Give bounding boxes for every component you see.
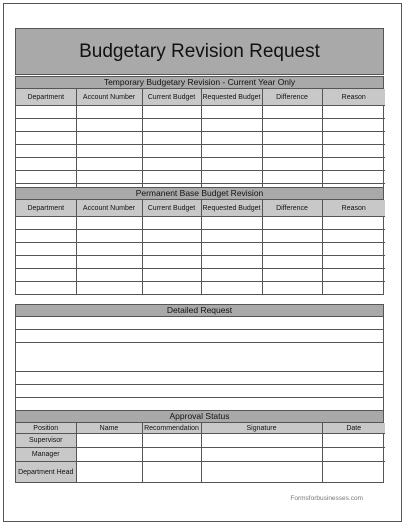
detailed-request-lines [16,317,383,410]
permanent-cell[interactable] [76,243,142,256]
temporary-cell[interactable] [322,171,385,184]
approval-table [16,423,385,482]
temporary-cell[interactable] [201,145,262,158]
approval-cell[interactable] [322,434,385,448]
temporary-cell[interactable] [142,106,201,119]
temporary-cell[interactable] [201,119,262,132]
temporary-row [16,132,385,145]
temporary-row [16,119,385,132]
temporary-col-header: Requested Budget [201,89,262,106]
temporary-cell[interactable] [76,158,142,171]
permanent-cell[interactable] [16,217,76,230]
permanent-cell[interactable] [76,256,142,269]
permanent-cell[interactable] [16,282,76,295]
temporary-cell[interactable] [322,145,385,158]
temporary-cell[interactable] [76,145,142,158]
temporary-cell[interactable] [142,132,201,145]
temporary-col-header: Department [16,89,76,106]
temporary-cell[interactable] [322,132,385,145]
permanent-col-header: Requested Budget [201,200,262,217]
temporary-cell[interactable] [76,171,142,184]
detailed-request-line[interactable] [16,329,383,342]
temporary-cell[interactable] [262,145,322,158]
temporary-cell[interactable] [142,119,201,132]
approval-cell[interactable] [142,462,201,483]
approval-position-label: Supervisor [16,434,76,448]
temporary-header-row [16,89,385,106]
permanent-cell[interactable] [322,217,385,230]
temporary-cell[interactable] [76,132,142,145]
permanent-revision-title: Permanent Base Budget Revision [16,188,383,200]
approval-status-section [15,410,384,483]
temporary-cell[interactable] [76,119,142,132]
permanent-row [16,256,385,269]
permanent-cell[interactable] [16,243,76,256]
approval-position-label: Department Head [16,462,76,483]
permanent-cell[interactable] [322,243,385,256]
permanent-cell[interactable] [142,243,201,256]
permanent-cell[interactable] [201,217,262,230]
temporary-row [16,145,385,158]
approval-row [16,462,385,483]
permanent-cell[interactable] [262,282,322,295]
permanent-row [16,217,385,230]
temporary-col-header: Difference [262,89,322,106]
approval-col-header: Date [322,423,385,434]
approval-col-header: Position [16,423,76,434]
approval-cell[interactable] [142,448,201,462]
form-page [3,3,402,522]
temporary-cell[interactable] [16,145,76,158]
permanent-cell[interactable] [201,269,262,282]
temporary-cell[interactable] [322,158,385,171]
approval-row [16,434,385,448]
permanent-cell[interactable] [142,269,201,282]
temporary-cell[interactable] [201,132,262,145]
permanent-cell[interactable] [262,269,322,282]
approval-position-label: Manager [16,448,76,462]
permanent-cell[interactable] [76,269,142,282]
permanent-cell[interactable] [142,256,201,269]
temporary-cell[interactable] [262,132,322,145]
permanent-cell[interactable] [142,230,201,243]
detailed-request-line[interactable] [16,342,383,371]
permanent-cell[interactable] [322,282,385,295]
temporary-cell[interactable] [16,158,76,171]
temporary-row [16,158,385,171]
permanent-cell[interactable] [262,230,322,243]
detailed-request-line[interactable] [16,384,383,397]
approval-cell[interactable] [76,448,142,462]
permanent-col-header: Difference [262,200,322,217]
temporary-cell[interactable] [142,158,201,171]
permanent-cell[interactable] [201,256,262,269]
permanent-revision-section [15,187,384,295]
approval-header-row [16,423,385,434]
detailed-request-section [15,304,384,411]
temporary-cell[interactable] [201,158,262,171]
temporary-row [16,171,385,184]
approval-cell[interactable] [201,448,322,462]
permanent-col-header: Current Budget [142,200,201,217]
permanent-cell[interactable] [262,217,322,230]
permanent-cell[interactable] [76,230,142,243]
temporary-cell[interactable] [16,106,76,119]
temporary-cell[interactable] [16,132,76,145]
temporary-cell[interactable] [76,106,142,119]
temporary-cell[interactable] [262,158,322,171]
permanent-row [16,230,385,243]
permanent-cell[interactable] [142,217,201,230]
temporary-row [16,106,385,119]
approval-status-title: Approval Status [16,411,383,423]
permanent-cell[interactable] [322,256,385,269]
permanent-cell[interactable] [201,230,262,243]
permanent-cell[interactable] [16,256,76,269]
temporary-cell[interactable] [322,119,385,132]
form-title: Budgetary Revision Request [15,28,384,75]
permanent-row [16,243,385,256]
detailed-request-line[interactable] [16,371,383,384]
permanent-cell[interactable] [322,230,385,243]
permanent-cell[interactable] [142,282,201,295]
permanent-row [16,282,385,295]
permanent-cell[interactable] [76,282,142,295]
approval-cell[interactable] [201,434,322,448]
temporary-revision-table [16,89,385,196]
temporary-cell[interactable] [201,106,262,119]
permanent-cell[interactable] [322,269,385,282]
approval-row [16,448,385,462]
approval-cell[interactable] [142,434,201,448]
approval-cell[interactable] [76,434,142,448]
approval-cell[interactable] [76,462,142,483]
approval-col-header: Recommendation [142,423,201,434]
temporary-cell[interactable] [262,119,322,132]
permanent-cell[interactable] [262,256,322,269]
temporary-col-header: Account Number [76,89,142,106]
detailed-request-title: Detailed Request [16,305,383,317]
approval-cell[interactable] [322,462,385,483]
permanent-col-header: Reason [322,200,385,217]
permanent-col-header: Department [16,200,76,217]
permanent-cell[interactable] [16,269,76,282]
temporary-col-header: Current Budget [142,89,201,106]
temporary-cell[interactable] [16,119,76,132]
footer-watermark: Formsforbusinesses.com [290,495,363,502]
permanent-cell[interactable] [201,243,262,256]
permanent-cell[interactable] [201,282,262,295]
temporary-cell[interactable] [201,171,262,184]
approval-col-header: Signature [201,423,322,434]
detailed-request-line[interactable] [16,317,383,329]
approval-cell[interactable] [322,448,385,462]
temporary-cell[interactable] [142,145,201,158]
temporary-revision-section [15,76,384,197]
permanent-row [16,269,385,282]
approval-cell[interactable] [201,462,322,483]
temporary-cell[interactable] [16,171,76,184]
temporary-revision-title: Temporary Budgetary Revision - Current Year Only [16,77,383,89]
temporary-cell[interactable] [322,106,385,119]
temporary-cell[interactable] [262,106,322,119]
temporary-col-header: Reason [322,89,385,106]
permanent-cell[interactable] [76,217,142,230]
permanent-header-row [16,200,385,217]
permanent-revision-table [16,200,385,294]
permanent-cell[interactable] [262,243,322,256]
approval-col-header: Name [76,423,142,434]
detailed-request-line[interactable] [16,397,383,410]
permanent-col-header: Account Number [76,200,142,217]
permanent-cell[interactable] [16,230,76,243]
temporary-cell[interactable] [142,171,201,184]
temporary-cell[interactable] [262,171,322,184]
